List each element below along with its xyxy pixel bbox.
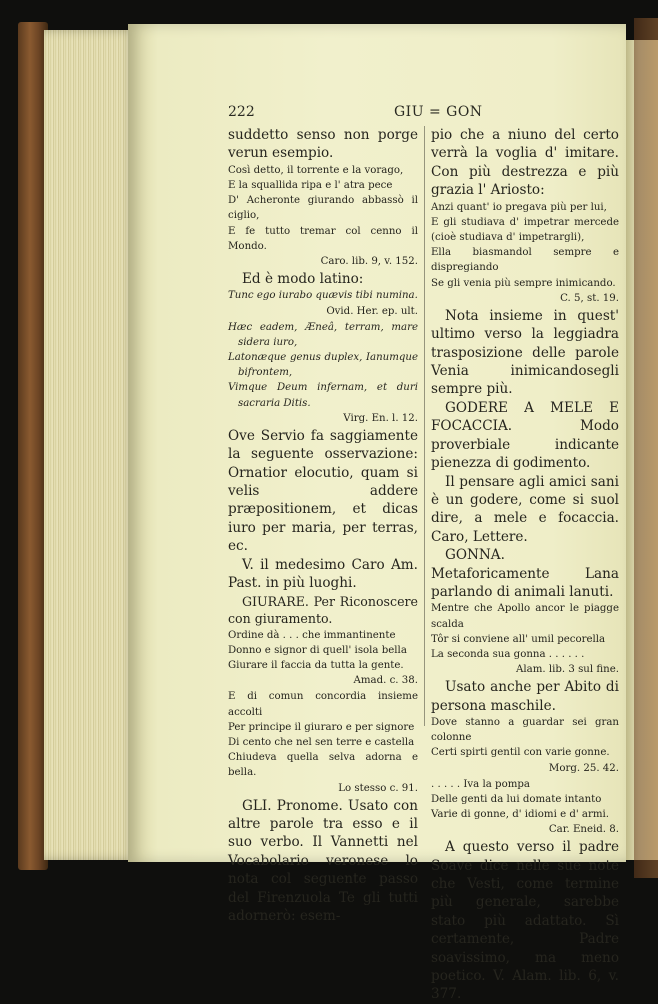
column-divider [424, 126, 425, 726]
paragraph: Ove Servio fa saggiamente la seguente osservazione: Ornatior elocutio, quam si velis addere præpositionem, et dicas iuro per maria, per terras, ec. [228, 427, 418, 555]
latin-verse-line: Latonæque genus duplex, Ianumque bifrontem, [228, 352, 418, 379]
verse-line: Varie di gonne, d' idiomi e d' armi. [431, 808, 610, 820]
verse-line: Mentre che Apollo ancor le piagge scalda [431, 603, 619, 630]
paragraph: Nota insieme in quest' ultimo verso la leggiadra trasposizione delle parole Venia inimicandosegli sempre più. [431, 307, 619, 398]
page-number: 222 [228, 104, 255, 120]
citation: Amad. c. 38. [353, 675, 418, 687]
verse-line: Per principe il giuraro e per signore [228, 721, 415, 733]
verse-line: . . . . . Iva la pompa [431, 778, 530, 790]
citation: Car. Eneid. 8. [548, 824, 619, 836]
paragraph: V. il medesimo Caro Am. Past. in più luoghi. [228, 556, 418, 592]
verse-line: Certi spirti gentil con varie gonne. [431, 747, 610, 759]
verse-line: La seconda sua gonna . . . . . . [431, 648, 585, 660]
verse-line: E fe tutto tremar col cenno il Mondo. [228, 225, 418, 252]
citation: Morg. 25. 42. [548, 762, 619, 774]
paragraph: GLI. Pronome. Usato con altre parole tra esso e il suo verbo. Il Vannetti nel Vocabolario veronese lo nota col seguente passo del Firenzuola Te gli tutti adornerò: esem- [228, 797, 418, 924]
paragraph: GONNA. Metaforicamente Lana parlando di animali lanuti. [431, 547, 619, 600]
verse-line: E la squallida ripa e l' atra pece [228, 180, 393, 192]
verse-line: E gli studiava d' impetrar mercede (cioè studiava d' impetrargli), [431, 216, 619, 244]
right-column [431, 126, 619, 1004]
verse-line: Di cento che nel sen terre e castella [228, 736, 415, 748]
paragraph: suddetto senso non porge verun esempio. [228, 127, 418, 162]
verse-line: E di comun concordia insieme accolti [228, 691, 418, 718]
verse-line: Ordine dà . . . che immantinente [228, 629, 396, 641]
citation: Caro. lib. 9, v. 152. [320, 256, 418, 268]
citation: Lo stesso c. 91. [338, 782, 418, 794]
left-column [228, 126, 418, 925]
verse-line: Chiudeva quella selva adorna e bella. [228, 752, 418, 779]
citation: Ovid. Her. ep. ult. [326, 305, 418, 317]
paragraph: Usato anche per Abito di persona maschile. [431, 679, 619, 714]
verse-line: Dove stanno a guardar sei gran colonne [431, 716, 619, 744]
page-header [226, 104, 632, 124]
verse-line: Tôr si conviene all' umil pecorella [431, 633, 606, 645]
paragraph: pio che a niuno del certo verrà la voglia d' imitare. Con più destrezza e più grazia l' Ariosto: [431, 127, 619, 199]
verse-line: Anzi quant' io pregava più per lui, [431, 201, 607, 213]
verse-line: D' Acheronte giurando abbassò il ciglio, [228, 195, 418, 222]
book-cover-right [634, 18, 658, 878]
citation: Virg. En. l. 12. [343, 412, 418, 424]
verse-line: Donno e signor di quell' isola bella [228, 644, 407, 656]
paragraph: A questo verso il padre Soave dice nelle sue note che Vesti, come termine più generale, sarebbe stato più adattato. Sì certamente, Padre soavissimo, ma meno poetico. V. Alam. lib. 6, v. 377. [431, 839, 619, 1003]
verse-line: Ella biasmandol sempre e dispregiando [431, 247, 619, 274]
verse-line: Delle genti da lui domate intanto [431, 793, 602, 805]
latin-verse-line: Tunc ego iurabo quævis tibi numina. [228, 290, 418, 302]
page-edges [44, 30, 136, 860]
paragraph: Ed è modo latino: [242, 271, 364, 288]
citation: C. 5, st. 19. [560, 292, 619, 304]
latin-verse-line: Vimque Deum infernam, et duri sacraria Ditis. [228, 382, 418, 409]
latin-verse-line: Hæc eadem, Æneâ, terram, mare sidera iuro, [228, 321, 418, 348]
paragraph: GIURARE. Per Riconoscere con giuramento. [228, 593, 418, 627]
paragraph: Il pensare agli amici sani è un godere, come si suol dire, a mele e focaccia. Caro, Lettere. [431, 473, 619, 545]
verse-line: Così detto, il torrente e la vorago, [228, 164, 404, 176]
paragraph: GODERE A MELE E FOCACCIA. Modo proverbiale indicante pienezza di godimento. [431, 399, 619, 472]
running-title: GIU = GON [394, 104, 483, 120]
verse-line: Giurare il faccia da tutta la gente. [228, 660, 404, 672]
verse-line: Se gli venia più sempre inimicando. [431, 277, 616, 289]
citation: Alam. lib. 3 sul fine. [516, 664, 619, 676]
